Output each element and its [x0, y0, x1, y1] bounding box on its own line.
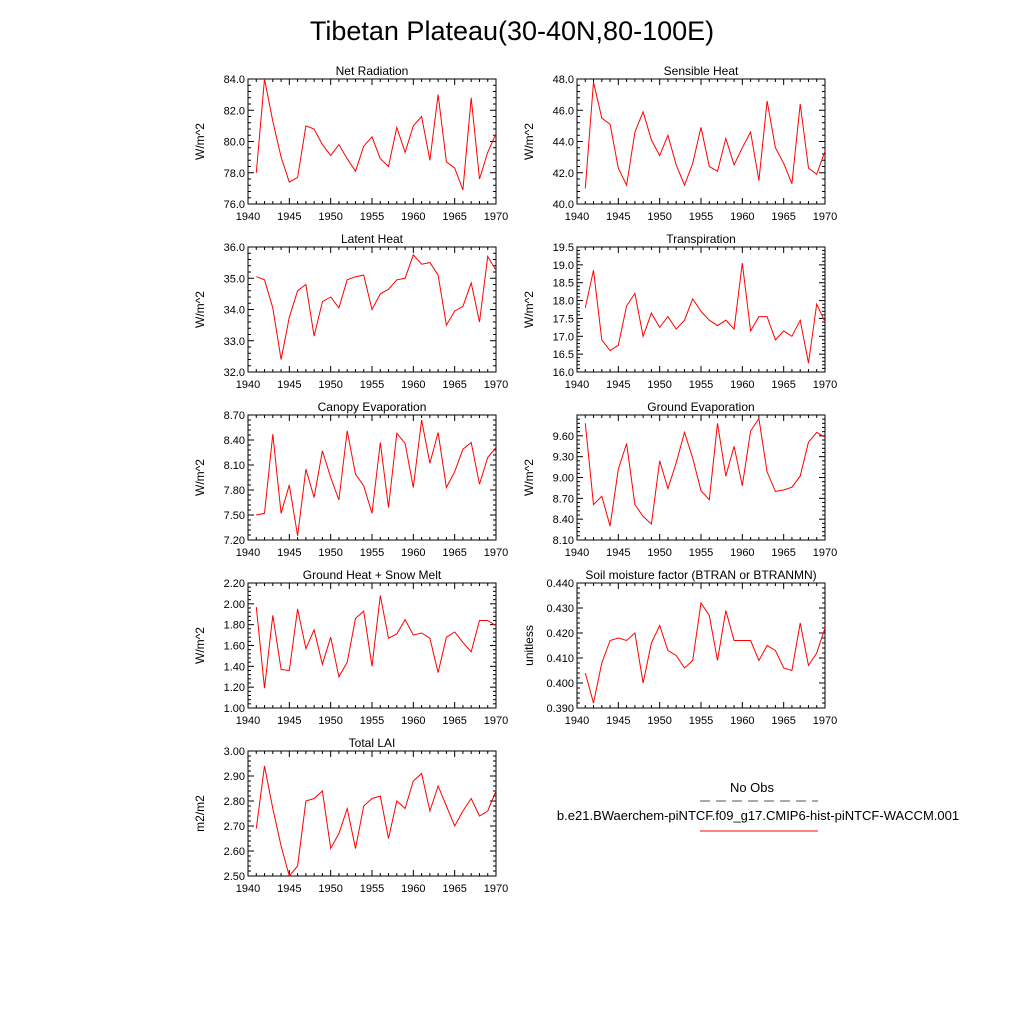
- x-tick-label: 1960: [730, 547, 755, 559]
- y-tick-label: 2.20: [223, 578, 245, 590]
- x-tick-label: 1965: [442, 379, 467, 391]
- x-tick-label: 1955: [359, 379, 385, 391]
- x-tick-label: 1940: [564, 547, 590, 559]
- x-tick-label: 1950: [318, 379, 343, 391]
- panel-transpiration: [522, 232, 837, 391]
- panel-title: Soil moisture factor (BTRAN or BTRANMN): [585, 568, 817, 582]
- x-tick-label: 1940: [235, 547, 261, 559]
- y-tick-label: 0.420: [546, 628, 574, 640]
- plot-frame: [248, 415, 496, 540]
- panel-soil-moisture-factor-btran-or-btranmn: [522, 568, 837, 727]
- panel-title: Total LAI: [348, 736, 396, 750]
- x-tick-label: 1970: [812, 547, 838, 559]
- x-tick-label: 1945: [277, 547, 302, 559]
- panel-latent-heat: [193, 232, 508, 391]
- y-tick-label: 0.430: [546, 603, 574, 615]
- y-tick-label: 82.0: [223, 105, 245, 118]
- y-tick-label: 8.10: [552, 535, 574, 547]
- y-tick-label: 19.0: [552, 259, 574, 272]
- plot-frame: [577, 415, 825, 540]
- y-tick-label: 8.70: [552, 493, 574, 506]
- x-tick-label: 1960: [401, 379, 426, 391]
- y-axis-label: W/m^2: [193, 627, 207, 664]
- x-tick-label: 1940: [564, 379, 590, 391]
- y-tick-label: 40.0: [552, 199, 574, 211]
- x-tick-label: 1945: [606, 547, 631, 559]
- y-tick-label: 1.80: [223, 619, 245, 632]
- x-tick-label: 1965: [771, 715, 796, 727]
- plot-frame: [577, 79, 825, 204]
- series-line: [256, 596, 496, 689]
- x-tick-label: 1940: [235, 883, 261, 895]
- y-tick-label: 48.0: [552, 74, 574, 86]
- plot-frame: [577, 247, 825, 372]
- legend-model-label: b.e21.BWaerchem-piNTCF.f09_g17.CMIP6-hist-piNTCF-WACCM.001: [556, 808, 960, 823]
- y-tick-label: 7.50: [223, 510, 245, 522]
- plot-frame: [577, 583, 825, 708]
- panel-title: Ground Evaporation: [647, 400, 755, 414]
- y-tick-label: 2.50: [223, 871, 245, 883]
- y-tick-label: 19.5: [552, 242, 574, 254]
- plot-frame: [248, 79, 496, 204]
- x-tick-label: 1945: [277, 715, 302, 727]
- x-tick-label: 1945: [277, 883, 302, 895]
- y-tick-label: 2.00: [223, 598, 245, 611]
- x-tick-label: 1950: [318, 547, 343, 559]
- y-tick-label: 1.60: [223, 640, 245, 653]
- series-line: [585, 603, 825, 703]
- y-tick-label: 17.0: [552, 331, 574, 344]
- plot-frame: [248, 583, 496, 708]
- legend-obs-label: No Obs: [729, 780, 775, 795]
- x-tick-label: 1945: [606, 211, 631, 223]
- x-tick-label: 1970: [812, 715, 838, 727]
- y-tick-label: 18.5: [552, 277, 574, 290]
- x-tick-label: 1940: [235, 715, 261, 727]
- y-tick-label: 2.90: [223, 771, 245, 783]
- y-tick-label: 7.80: [223, 485, 245, 497]
- y-tick-label: 2.60: [223, 846, 245, 858]
- panel-net-radiation: [193, 64, 508, 223]
- panel-title: Ground Heat + Snow Melt: [302, 568, 442, 582]
- y-tick-label: 32.0: [223, 367, 245, 379]
- y-axis-label: m2/m2: [193, 795, 207, 832]
- x-tick-label: 1970: [483, 715, 509, 727]
- x-tick-label: 1970: [483, 547, 509, 559]
- x-tick-label: 1960: [730, 715, 755, 727]
- x-tick-label: 1955: [688, 211, 714, 223]
- panel-title: Canopy Evaporation: [317, 400, 427, 414]
- y-axis-label: W/m^2: [193, 459, 207, 496]
- x-tick-label: 1955: [688, 547, 714, 559]
- x-tick-label: 1965: [442, 211, 467, 223]
- x-tick-label: 1945: [606, 379, 631, 391]
- x-tick-label: 1970: [812, 211, 838, 223]
- x-tick-label: 1960: [730, 379, 755, 391]
- panel-title: Transpiration: [666, 232, 736, 246]
- series-line: [256, 79, 496, 190]
- panel-title: Sensible Heat: [663, 64, 739, 78]
- x-tick-label: 1955: [688, 379, 714, 391]
- panel-title: Net Radiation: [335, 64, 409, 78]
- panel-title: Latent Heat: [340, 232, 404, 246]
- y-tick-label: 78.0: [223, 167, 245, 180]
- plot-frame: [248, 751, 496, 876]
- y-tick-label: 84.0: [223, 74, 245, 86]
- x-tick-label: 1955: [359, 547, 385, 559]
- x-tick-label: 1960: [401, 547, 426, 559]
- y-tick-label: 17.5: [552, 313, 574, 326]
- x-tick-label: 1945: [606, 715, 631, 727]
- panel-grid: [193, 64, 837, 895]
- x-tick-label: 1970: [812, 379, 838, 391]
- x-tick-label: 1940: [564, 211, 590, 223]
- y-tick-label: 80.0: [223, 136, 245, 149]
- y-tick-label: 33.0: [223, 335, 245, 348]
- y-axis-label: W/m^2: [193, 123, 207, 160]
- y-axis-label: W/m^2: [193, 291, 207, 328]
- x-tick-label: 1960: [401, 883, 426, 895]
- figure-title: Tibetan Plateau(30-40N,80-100E): [309, 16, 715, 46]
- x-tick-label: 1965: [442, 883, 467, 895]
- y-tick-label: 0.390: [546, 703, 574, 715]
- y-tick-label: 46.0: [552, 105, 574, 118]
- x-tick-label: 1965: [442, 547, 467, 559]
- y-tick-label: 1.40: [223, 661, 245, 674]
- x-tick-label: 1955: [359, 715, 385, 727]
- series-line: [256, 255, 496, 360]
- y-tick-label: 8.70: [223, 410, 245, 422]
- y-tick-label: 9.00: [552, 472, 574, 485]
- y-tick-label: 3.00: [223, 746, 245, 758]
- y-tick-label: 2.70: [223, 821, 245, 833]
- x-tick-label: 1950: [318, 715, 343, 727]
- x-tick-label: 1965: [442, 715, 467, 727]
- y-tick-label: 16.5: [552, 349, 574, 362]
- y-tick-label: 0.400: [546, 678, 574, 690]
- y-tick-label: 8.40: [552, 514, 574, 527]
- x-tick-label: 1950: [647, 211, 672, 223]
- x-tick-label: 1960: [401, 715, 426, 727]
- y-tick-label: 1.20: [223, 682, 245, 695]
- y-tick-label: 44.0: [552, 136, 574, 149]
- y-tick-label: 8.10: [223, 460, 245, 472]
- x-tick-label: 1950: [647, 547, 672, 559]
- x-tick-label: 1950: [647, 715, 672, 727]
- x-tick-label: 1970: [483, 379, 509, 391]
- y-tick-label: 34.0: [223, 304, 245, 317]
- y-tick-label: 9.30: [552, 451, 574, 464]
- x-tick-label: 1940: [564, 715, 590, 727]
- x-tick-label: 1960: [730, 211, 755, 223]
- x-tick-label: 1945: [277, 211, 302, 223]
- x-tick-label: 1950: [318, 883, 343, 895]
- series-line: [585, 263, 825, 363]
- panel-ground-heat-snow-melt: [193, 568, 508, 727]
- series-line: [256, 420, 496, 536]
- y-axis-label: W/m^2: [522, 123, 536, 160]
- x-tick-label: 1955: [359, 883, 385, 895]
- y-tick-label: 1.00: [223, 703, 245, 715]
- x-tick-label: 1965: [771, 379, 796, 391]
- y-tick-label: 35.0: [223, 273, 245, 286]
- y-axis-label: W/m^2: [522, 459, 536, 496]
- panel-canopy-evaporation: [193, 400, 508, 559]
- y-axis-label: W/m^2: [522, 291, 536, 328]
- x-tick-label: 1965: [771, 211, 796, 223]
- x-tick-label: 1970: [483, 211, 509, 223]
- y-tick-label: 8.40: [223, 435, 245, 447]
- y-tick-label: 2.80: [223, 796, 245, 808]
- x-tick-label: 1950: [318, 211, 343, 223]
- y-tick-label: 0.410: [546, 653, 574, 665]
- x-tick-label: 1945: [277, 379, 302, 391]
- y-tick-label: 18.0: [552, 295, 574, 308]
- series-line: [256, 766, 496, 876]
- series-line: [585, 419, 825, 527]
- panel-ground-evaporation: [522, 400, 837, 559]
- x-tick-label: 1940: [235, 211, 261, 223]
- y-axis-label: unitless: [522, 625, 536, 666]
- y-tick-label: 9.60: [552, 430, 574, 443]
- panel-total-lai: [193, 736, 508, 895]
- x-tick-label: 1940: [235, 379, 261, 391]
- x-tick-label: 1950: [647, 379, 672, 391]
- x-tick-label: 1965: [771, 547, 796, 559]
- y-tick-label: 7.20: [223, 535, 245, 547]
- y-tick-label: 76.0: [223, 199, 245, 211]
- x-tick-label: 1955: [688, 715, 714, 727]
- y-tick-label: 0.440: [546, 578, 574, 590]
- legend: [557, 780, 959, 831]
- x-tick-label: 1970: [483, 883, 509, 895]
- series-line: [585, 82, 825, 188]
- x-tick-label: 1955: [359, 211, 385, 223]
- y-tick-label: 16.0: [552, 367, 574, 379]
- panel-sensible-heat: [522, 64, 837, 223]
- y-tick-label: 36.0: [223, 242, 245, 254]
- y-tick-label: 42.0: [552, 167, 574, 180]
- x-tick-label: 1960: [401, 211, 426, 223]
